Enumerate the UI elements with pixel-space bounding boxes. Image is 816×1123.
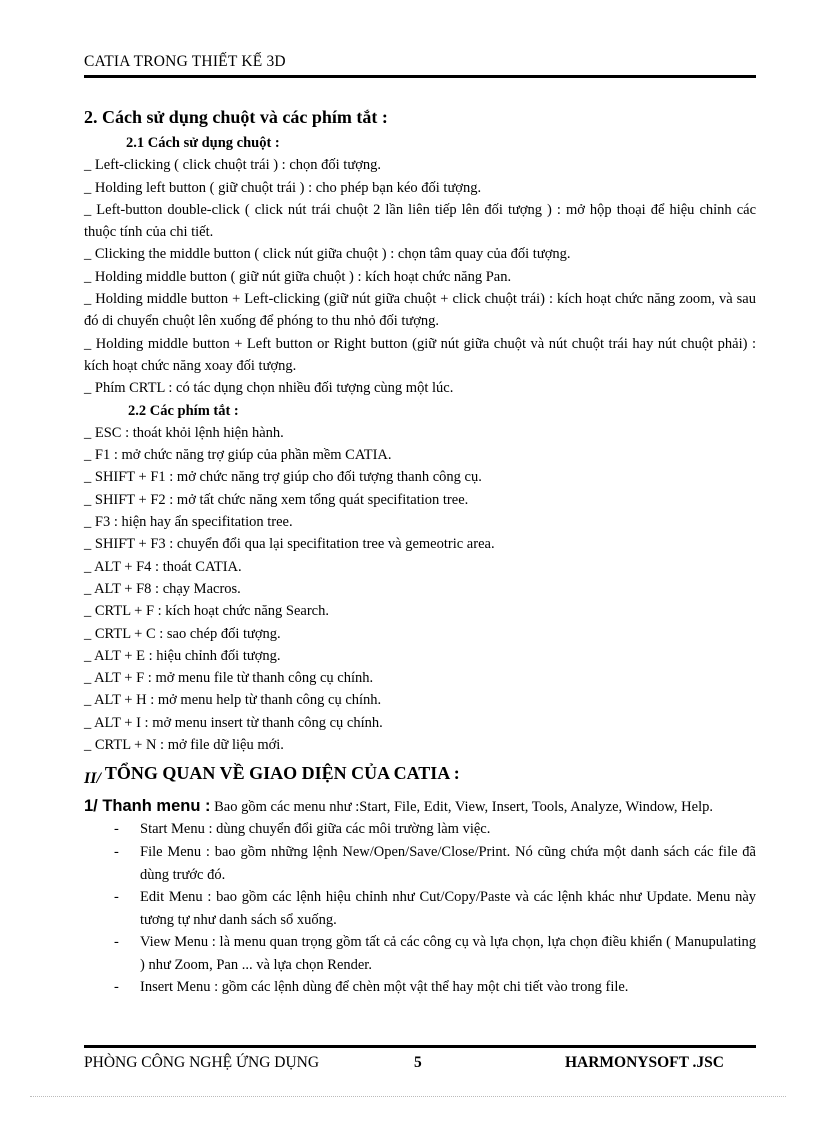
- dash-bullet: -: [114, 821, 119, 838]
- dash-bullet: -: [114, 979, 119, 996]
- page-content: [84, 104, 756, 999]
- dash-bullet: -: [114, 934, 119, 951]
- shortcut-item: _ CRTL + F : kích hoạt chức năng Search.: [84, 603, 329, 620]
- dash-bullet: -: [114, 843, 119, 860]
- mouse-item: _ Holding left button ( giữ chuột trái ) : cho phép bạn kéo đối tượng.: [84, 179, 482, 196]
- mouse-item: _ Holding middle button + Left button or Right button (giữ nút giữa chuột và nút chuột trái hay nút chuột phải) : kích hoạt chức năng xoay đối tượng.: [84, 335, 756, 374]
- dash-bullet: -: [114, 889, 119, 906]
- mouse-item: _ Phím CRTL : có tác dụng chọn nhiều đối tượng cùng một lúc.: [84, 380, 454, 397]
- shortcut-item: _ ALT + F8 : chạy Macros.: [84, 580, 241, 597]
- shortcut-item: _ ALT + H : mở menu help từ thanh công cụ chính.: [84, 692, 382, 709]
- page-edge-divider: [30, 1096, 786, 1097]
- mouse-item: _ Left-clicking ( click chuột trái ) : chọn đối tượng.: [84, 157, 381, 174]
- shortcut-item: _ SHIFT + F2 : mở tất chức năng xem tổng quát specifitation tree.: [84, 491, 469, 508]
- shortcut-item: _ ESC : thoát khỏi lệnh hiện hành.: [84, 424, 284, 441]
- footer-company: HARMONYSOFT .JSC: [564, 1054, 724, 1071]
- header-rule: [84, 75, 756, 78]
- menu-item-text: File Menu : bao gồm những lệnh New/Open/Save/Close/Print. Nó cũng chứa một danh sách các file đã dùng trước đó.: [140, 843, 756, 883]
- list-item: [114, 818, 756, 841]
- shortcut-item: _ ALT + I : mở menu insert từ thanh công cụ chính.: [84, 714, 383, 731]
- footer-rule: [84, 1045, 756, 1048]
- menu-item-text: Edit Menu : bao gồm các lệnh hiệu chỉnh như Cut/Copy/Paste và các lệnh khác như Update. Menu này tương tự như danh sách sổ xuống.: [140, 889, 756, 928]
- section-ii-number: II/: [84, 770, 101, 788]
- section-2-title: 2. Cách sử dụng chuột và các phím tắt :: [84, 107, 388, 127]
- shortcut-item: _ ALT + F4 : thoát CATIA.: [84, 558, 242, 575]
- page-header-title: CATIA TRONG THIẾT KẾ 3D: [84, 53, 286, 70]
- list-item: [114, 841, 756, 886]
- mouse-item: _ Left-button double-click ( click nút trái chuột 2 lần liên tiếp lên đối tượng ) : mở hộp thoại để hiệu chỉnh các thuộc tính của chi tiết.: [84, 201, 756, 241]
- menu-section-intro: Bao gồm các menu như :Start, File, Edit, View, Insert, Tools, Analyze, Window, Help.: [210, 799, 713, 816]
- mouse-item: _ Holding middle button + Left-clicking (giữ nút giữa chuột + click chuột trái) : kích hoạt chức năng zoom, và sau đó di chuyển chuột lên xuống để phóng to thu nhỏ đối tượng.: [84, 291, 756, 330]
- shortcut-item: _ ALT + F : mở menu file từ thanh công cụ chính.: [84, 670, 374, 687]
- menu-item-text: Start Menu : dùng chuyển đổi giữa các môi trường làm việc.: [140, 821, 491, 838]
- subsection-2-1-title: 2.1 Cách sử dụng chuột :: [126, 135, 280, 151]
- footer-department: PHÒNG CÔNG NGHỆ ỨNG DỤNG: [84, 1054, 320, 1071]
- page-number: 5: [414, 1054, 422, 1071]
- subsection-2-2-title: 2.2 Các phím tắt :: [128, 402, 239, 419]
- section-ii-title: TỔNG QUAN VỀ GIAO DIỆN CỦA CATIA :: [104, 763, 460, 784]
- mouse-usage-list: [84, 154, 756, 399]
- mouse-item: _ Holding middle button ( giữ nút giữa chuột ) : kích hoạt chức năng Pan.: [84, 268, 512, 285]
- shortcut-item: _ SHIFT + F3 : chuyển đổi qua lại specifitation tree và gemeotric area.: [84, 536, 495, 553]
- shortcut-item: _ F1 : mở chức năng trợ giúp của phần mềm CATIA.: [84, 447, 392, 464]
- list-item: [114, 931, 756, 976]
- mouse-item: _ Clicking the middle button ( click nút giữa chuột ) : chọn tâm quay của đối tượng.: [84, 246, 571, 263]
- menu-section-lead: 1/ Thanh menu :: [84, 797, 211, 816]
- shortcut-list: [84, 422, 756, 756]
- menu-intro: [84, 795, 756, 818]
- shortcut-item: _ CRTL + C : sao chép đối tượng.: [84, 625, 281, 642]
- shortcut-item: _ ALT + E : hiệu chỉnh đối tượng.: [84, 647, 281, 664]
- shortcut-item: _ F3 : hiện hay ẩn specifitation tree.: [84, 514, 293, 531]
- section-ii-heading: [84, 761, 756, 791]
- menu-item-text: View Menu : là menu quan trọng gồm tất cả các công cụ và lựa chọn, lựa chọn điều khiển ( Manupulating ) như Zoom, Pan ... và lựa chọn Render.: [140, 934, 756, 973]
- list-item: [114, 886, 756, 931]
- menu-item-text: Insert Menu : gồm các lệnh dùng để chèn một vật thể hay một chi tiết vào trong file.: [140, 979, 629, 996]
- shortcut-item: _ SHIFT + F1 : mở chức năng trợ giúp cho đối tượng thanh công cụ.: [84, 469, 482, 486]
- shortcut-item: _ CRTL + N : mở file dữ liệu mới.: [84, 737, 284, 754]
- menu-description-list: [84, 818, 756, 999]
- list-item: [114, 976, 756, 999]
